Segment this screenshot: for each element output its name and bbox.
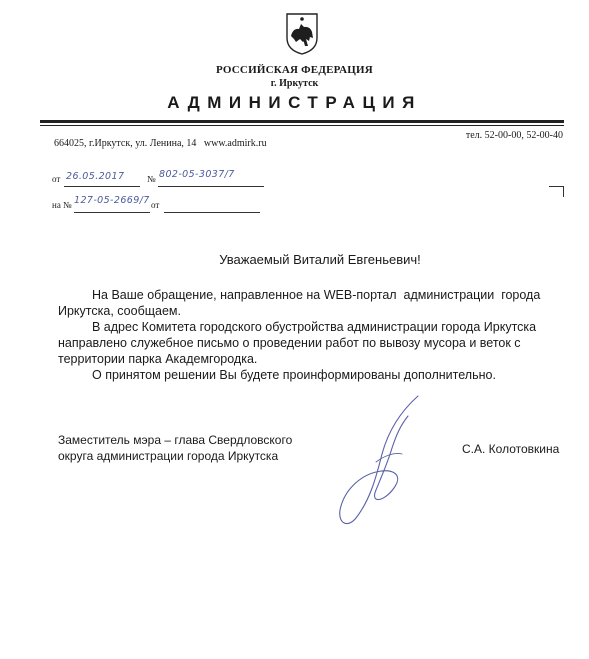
number-underline: [158, 186, 264, 187]
irkutsk-coat-of-arms-icon: [285, 12, 319, 56]
paragraph-2-line-2: направлено служебное письмо о проведении работ по вывозу мусора и веток с: [58, 336, 521, 350]
ref-label: на №: [52, 200, 72, 210]
registration-from-row: [52, 169, 272, 188]
outgoing-number: 802-05-3037/7: [159, 169, 235, 180]
corner-mark: [549, 186, 564, 197]
header-organization: АДМИНИСТРАЦИЯ: [167, 93, 422, 112]
header-country: РОССИЙСКАЯ ФЕДЕРАЦИЯ: [216, 64, 373, 76]
from-date: 26.05.2017: [66, 171, 125, 182]
registration-ref-row: [52, 196, 272, 212]
signature-title: [58, 432, 292, 464]
from-label: от: [52, 174, 61, 184]
ref-number-underline: [74, 212, 150, 213]
header-rule-thin: [40, 125, 564, 126]
signature-title-line-1: Заместитель мэра – глава Свердловского: [58, 433, 293, 447]
paragraph-2-line-3: территории парка Академгородка.: [58, 352, 258, 366]
letter-greeting: Уважаемый Виталий Евгеньевич!: [219, 252, 421, 267]
signatory-name: С.А. Колотовкина: [462, 442, 560, 456]
paragraph-1-line-2: Иркутска, сообщаем.: [58, 304, 181, 318]
header-city: г. Иркутск: [270, 78, 319, 89]
signature-title-line-2: округа администрации города Иркутска: [58, 449, 279, 463]
letter-body: [58, 287, 578, 383]
header-rule-thick: [40, 120, 564, 123]
ref-from-underline: [164, 212, 260, 213]
header-address: 664025, г.Иркутск, ул. Ленина, 14: [54, 138, 197, 149]
header-phone: тел. 52-00-00, 52-00-40: [465, 130, 563, 141]
from-date-underline: [64, 186, 140, 187]
header-website: www.admirk.ru: [203, 138, 267, 149]
ref-number: 127-05-2669/7: [74, 195, 150, 206]
number-label: №: [147, 174, 156, 184]
header-address-line: [54, 138, 267, 149]
handwritten-signature: [330, 392, 440, 532]
paragraph-1-line-1: На Ваше обращение, направленное на WEB-портал администрации города: [92, 288, 541, 302]
paragraph-2-line-1: В адрес Комитета городского обустройства администрации города Иркутска: [92, 320, 537, 334]
city-emblem: [285, 12, 319, 56]
paragraph-3-line-1: О принятом решении Вы будете проинформированы дополнительно.: [92, 368, 496, 382]
ref-from-label: от: [151, 200, 160, 210]
